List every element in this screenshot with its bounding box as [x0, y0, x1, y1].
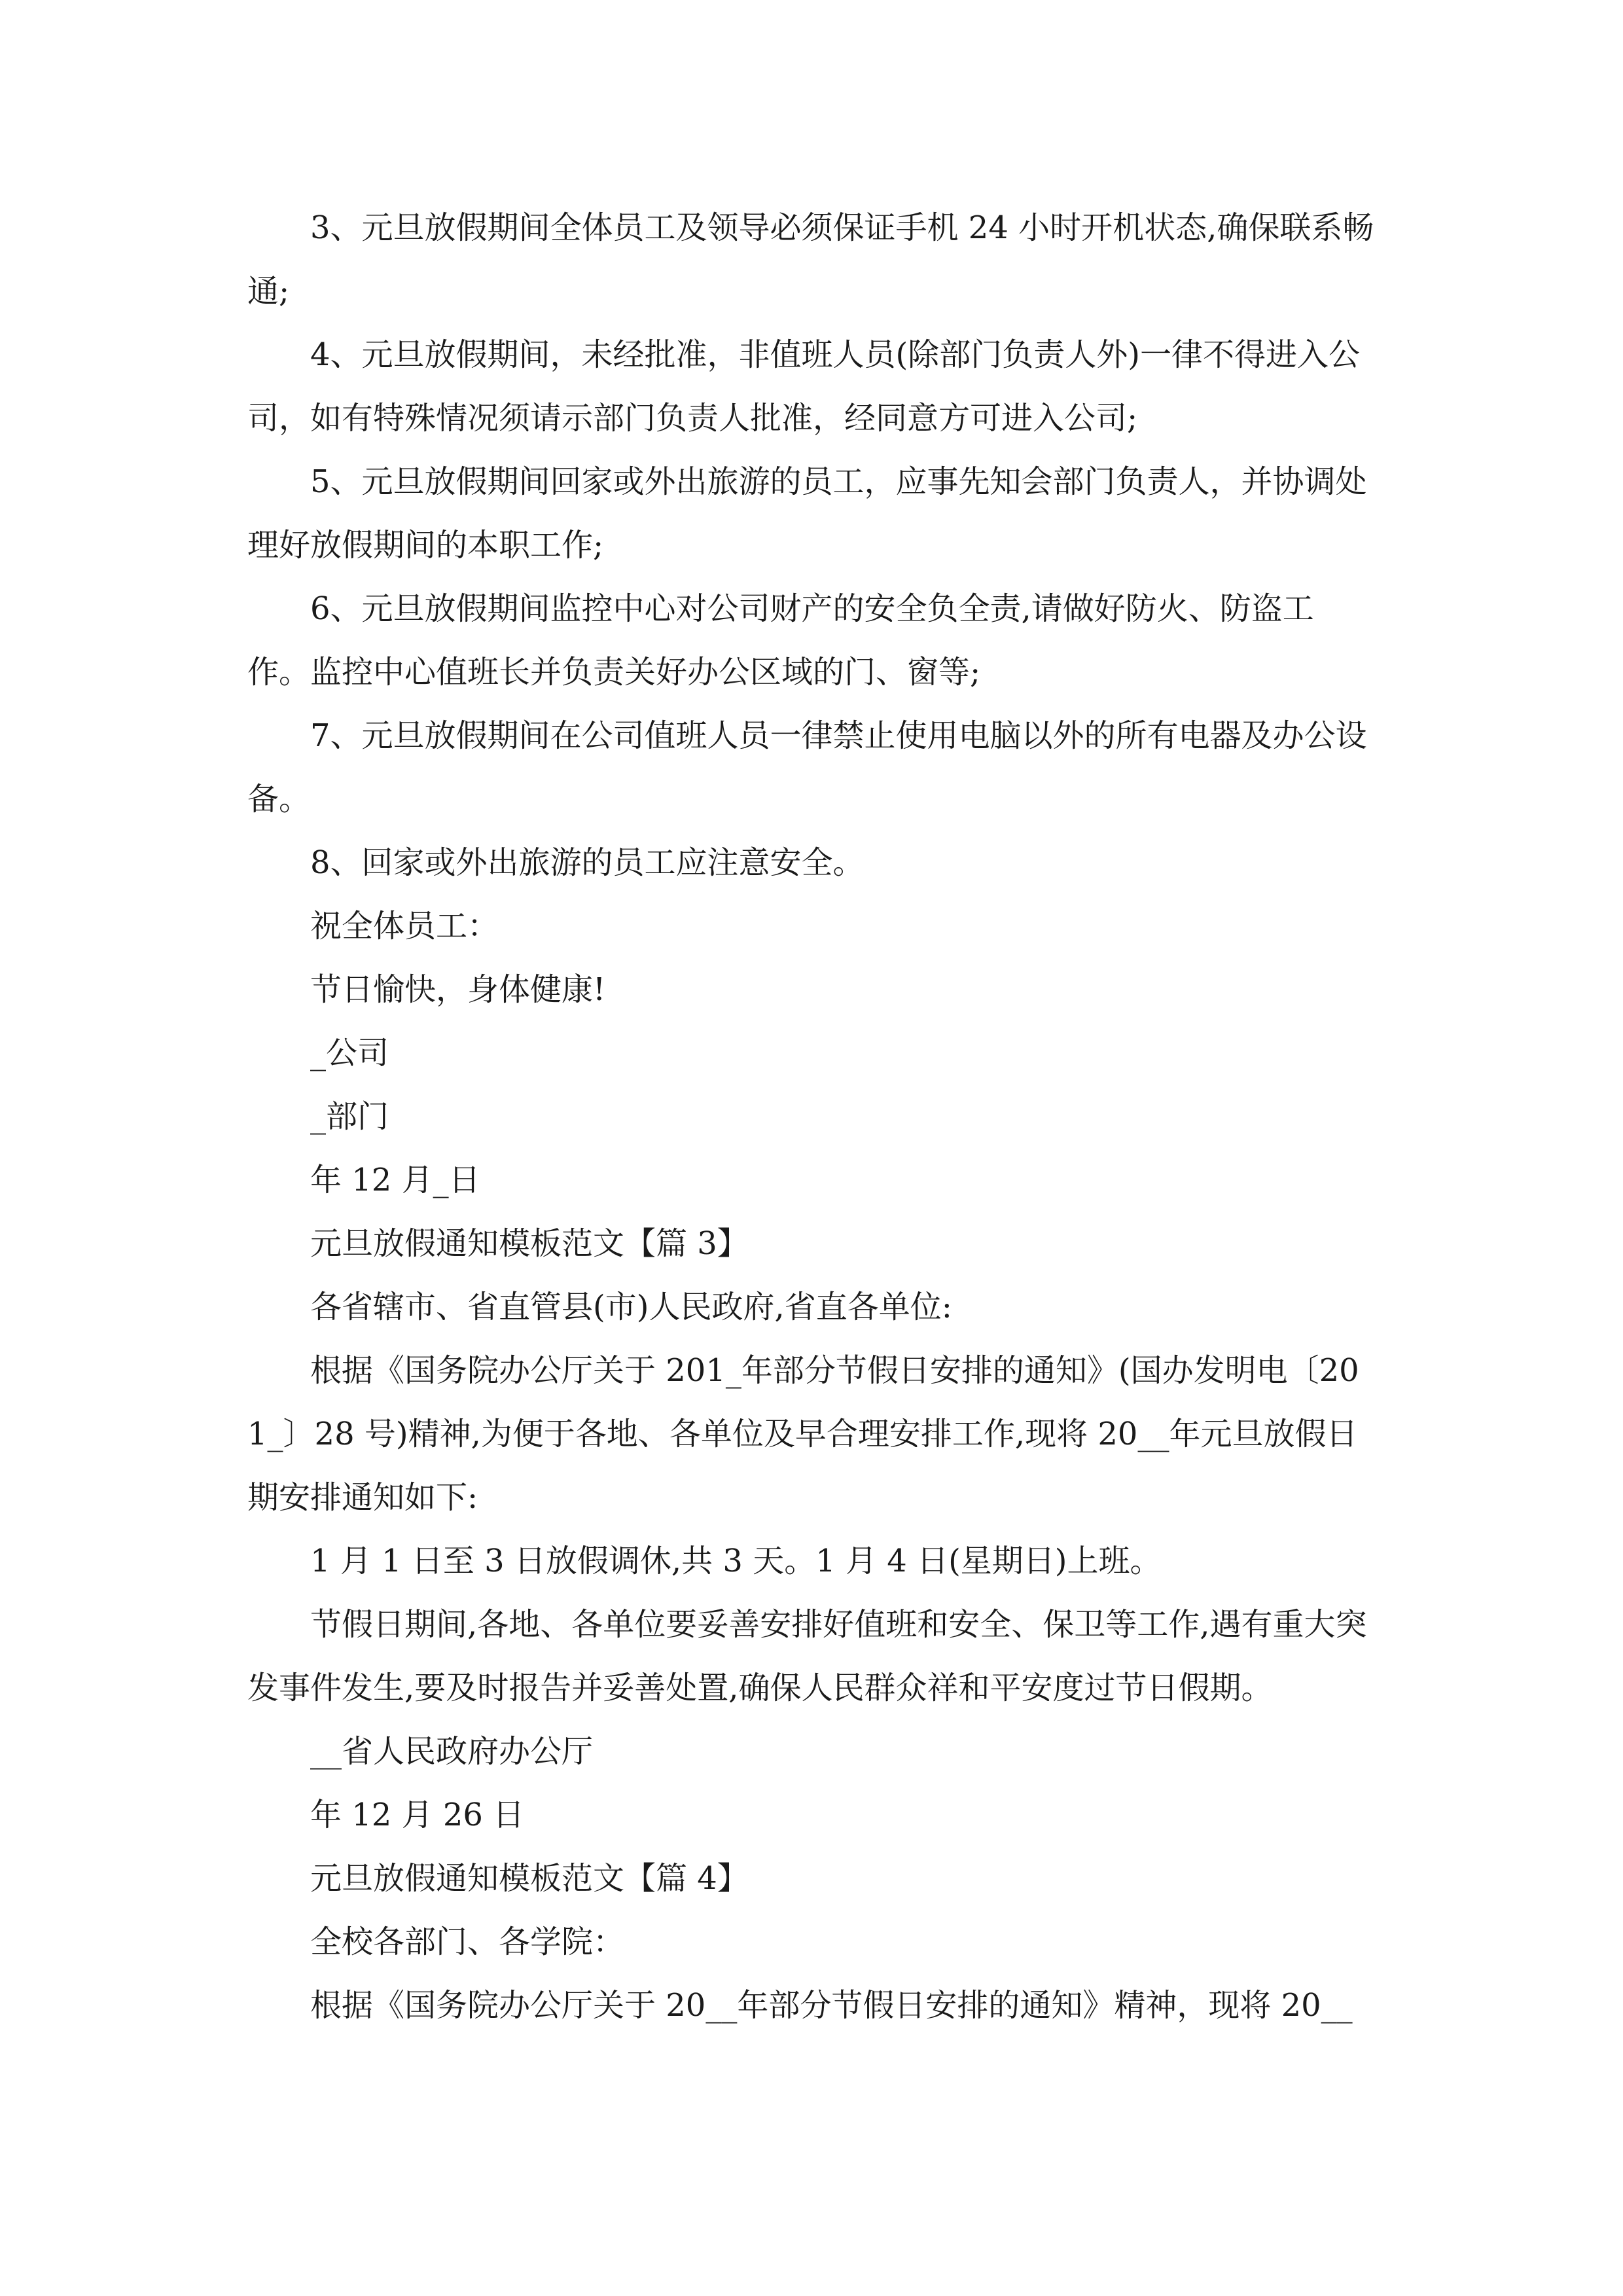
document-body: [247, 196, 1376, 2037]
signature-date: 年 12 月_日: [310, 1162, 480, 1198]
paragraph-item-3: 3、元旦放假期间全体员工及领导必须保证手机 24 小时开机状态,确保联系畅通;: [247, 209, 1374, 310]
issuer-office: __省人民政府办公厅: [310, 1733, 594, 1770]
paragraph-item-8: 8、回家或外出旅游的员工应注意安全。: [310, 844, 865, 881]
notice-body: 根据《国务院办公厅关于 201_年部分节假日安排的通知》(国办发明电〔201_〕28 号)精神,为便于各地、各单位及早合理安排工作,现将 20__年元旦放假日期安排通知如下:: [247, 1352, 1359, 1516]
greeting-wish: 节日愉快，身体健康!: [310, 971, 606, 1008]
notice-body-school: 根据《国务院办公厅关于 20__年部分节假日安排的通知》精神，现将 20__: [310, 1987, 1353, 2024]
addressee-school: 全校各部门、各学院：: [310, 1924, 625, 1960]
duty-instructions: 节假日期间,各地、各单位要妥善安排好值班和安全、保卫等工作,遇有重大突发事件发生,要及时报告并妥善处置,确保人民群众祥和平安度过节日假期。: [247, 1606, 1367, 1706]
paragraph-item-7: 7、元旦放假期间在公司值班人员一律禁止使用电脑以外的所有电器及办公设备。: [247, 717, 1367, 817]
paragraph-item-6: 6、元旦放假期间监控中心对公司财产的安全负全责,请做好防火、防盗工作。监控中心值班长并负责关好办公区域的门、窗等;: [247, 590, 1314, 691]
section-heading-3: 元旦放假通知模板范文【篇 3】: [310, 1225, 749, 1262]
issue-date: 年 12 月 26 日: [310, 1797, 525, 1833]
signature-company: _公司: [310, 1035, 389, 1071]
addressee-line: 各省辖市、省直管县(市)人民政府,省直各单位:: [310, 1289, 952, 1325]
signature-department: _部门: [310, 1098, 389, 1135]
greeting-line: 祝全体员工：: [310, 908, 499, 944]
paragraph-item-4: 4、元旦放假期间，未经批准，非值班人员(除部门负责人外)一律不得进入公司，如有特殊情况须请示部门负责人批准，经同意方可进入公司;: [247, 336, 1360, 437]
section-heading-4: 元旦放假通知模板范文【篇 4】: [310, 1860, 749, 1897]
holiday-schedule: 1 月 1 日至 3 日放假调休,共 3 天。1 月 4 日(星期日)上班。: [310, 1543, 1162, 1579]
paragraph-item-5: 5、元旦放假期间回家或外出旅游的员工，应事先知会部门负责人，并协调处理好放假期间的本职工作;: [247, 463, 1367, 564]
